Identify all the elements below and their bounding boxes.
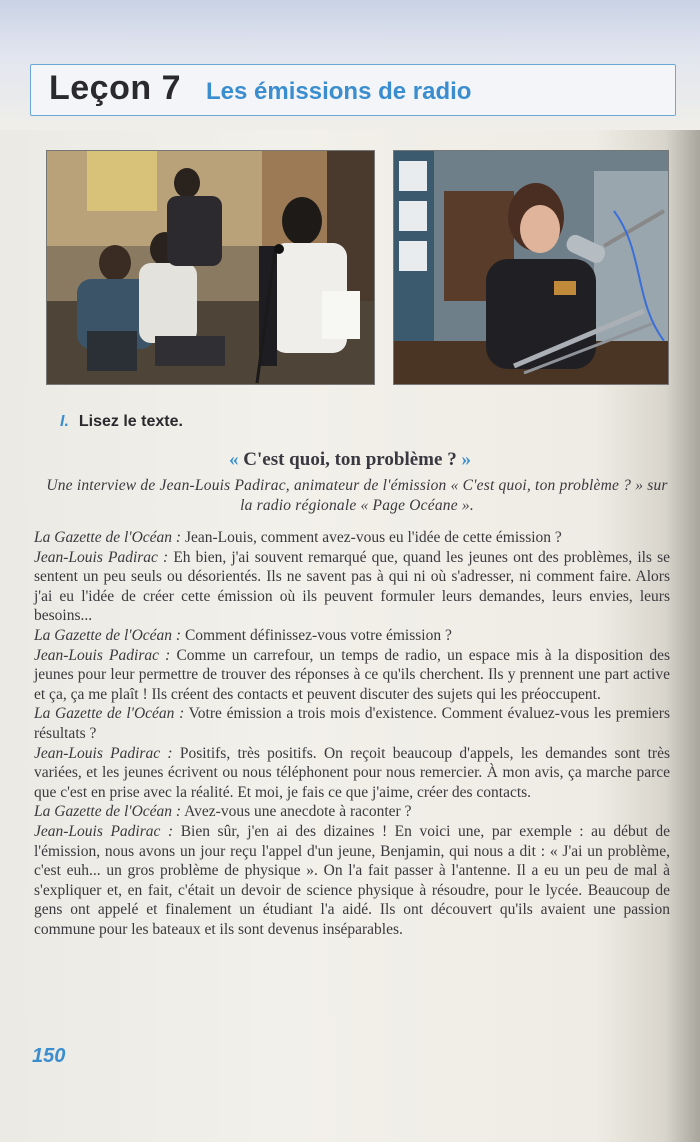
paragraph-text: Bien sûr, j'en ai des dizaines ! En voici une, par exemple : au début de l'émission, nous avons un jour reçu l'appel d'un jeune, Benjamin, qui nous a dit : « J'ai un problème, c'est euh... un gros problème de physique ». On l'a fait passer à l'antenne. Il a eu un peu de mal à s'expliquer et, en fait, c'était un devoir de science physique à résoudre, pour le lycée. Beaucoup de gens ont appelé et finalement un étudiant l'a aidé. Ils ont découvert qu'ils avaient une passion commune pour les bateaux et ils sont devenus inséparables. bbox=[34, 822, 670, 938]
lesson-title: Les émissions de radio bbox=[206, 78, 472, 105]
title-open-quote: « bbox=[229, 449, 244, 470]
interview-paragraph bbox=[34, 646, 670, 705]
title-close-quote: » bbox=[456, 449, 471, 470]
title-text: C'est quoi, ton problème ? bbox=[243, 449, 457, 470]
radio-studio-group-photo bbox=[46, 150, 375, 385]
paragraph-text: Comme un carrefour, un temps de radio, un espace mis à la disposition des jeunes pour leur permettre de trouver des réponses à ce qu'ils cherchent. Ils y prennent une part active et ça, ça me plaît ! Ils créent des contacts et peuvent discuter des sujets qui les préoccupent. bbox=[34, 646, 670, 703]
paragraph-text: Eh bien, j'ai souvent remarqué que, quand les jeunes ont des problèmes, ils se sentent un peu seuls ou désorientés. Ils ne savent pas à qui ni où s'adresser, ni comment faire. Alors j'ai eu l'idée de créer cette émission où ils peuvent formuler leurs demandes, leurs envies, leurs besoins... bbox=[34, 548, 670, 625]
paragraph-text: Avez-vous une anecdote à raconter ? bbox=[181, 803, 412, 821]
interview-paragraph bbox=[34, 528, 670, 548]
radio-host-image bbox=[394, 151, 668, 384]
page-number: 150 bbox=[32, 1045, 66, 1067]
speaker: La Gazette de l'Océan : bbox=[34, 803, 182, 821]
exercise-number: I. bbox=[60, 413, 69, 430]
instruction-text: Lisez le texte. bbox=[78, 413, 183, 430]
speaker: Jean-Louis Padirac : bbox=[34, 548, 169, 566]
speaker: La Gazette de l'Océan : bbox=[34, 529, 182, 546]
paragraph-text: Positifs, très positifs. On reçoit beaucoup d'appels, les demandes sont très variées, et les jeunes écrivent ou nous téléphonent pour nous remercier. À mon avis, ça marche parce que c'est en prise avec la réalité. Et moi, je fais ce que j'aime, créer des contacts. bbox=[34, 744, 670, 801]
interview-paragraph bbox=[34, 802, 670, 822]
interview-paragraph bbox=[34, 626, 670, 646]
lesson-title-bar bbox=[30, 64, 676, 116]
article-title bbox=[0, 449, 700, 471]
exercise-instruction bbox=[60, 413, 183, 431]
interview-paragraph bbox=[34, 704, 670, 743]
radio-host-microphone-photo bbox=[393, 150, 669, 385]
interview-paragraph bbox=[34, 822, 670, 940]
speaker: La Gazette de l'Océan : bbox=[34, 705, 185, 723]
paragraph-text: Votre émission a trois mois d'existence. Comment évaluez-vous les premiers résultats ? bbox=[34, 705, 670, 742]
speaker: Jean-Louis Padirac : bbox=[34, 744, 173, 762]
paragraph-text: Jean-Louis, comment avez-vous eu l'idée de cette émission ? bbox=[181, 529, 562, 546]
paragraph-text: Comment définissez-vous votre émission ? bbox=[181, 626, 452, 644]
speaker: Jean-Louis Padirac : bbox=[34, 646, 171, 664]
lesson-number: Leçon 7 bbox=[49, 69, 181, 107]
article-intro: Une interview de Jean-Louis Padirac, animateur de l'émission « C'est quoi, ton problème ? » sur la radio régionale « Page Océane ». bbox=[46, 477, 668, 514]
interview-body bbox=[34, 528, 670, 939]
interview-paragraph bbox=[34, 548, 670, 626]
speaker: La Gazette de l'Océan : bbox=[34, 626, 182, 644]
speaker: Jean-Louis Padirac : bbox=[34, 822, 174, 840]
interview-paragraph bbox=[34, 744, 670, 803]
radio-studio-group-image bbox=[47, 151, 374, 384]
